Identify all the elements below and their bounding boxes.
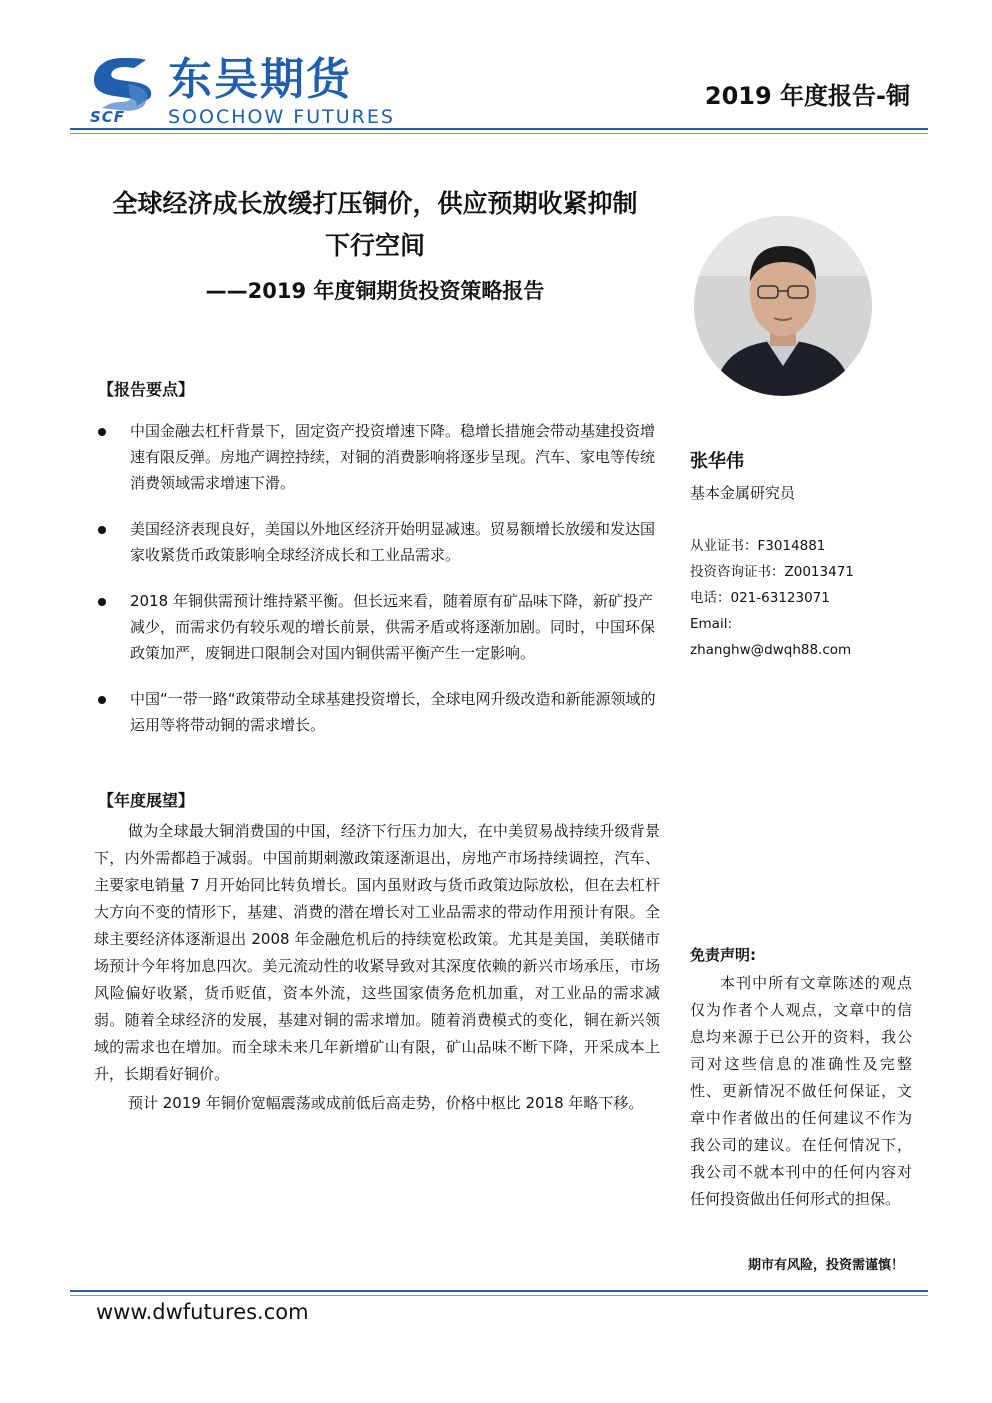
outlook-paragraph: 做为全球最大铜消费国的中国，经济下行压力加大，在中美贸易战持续升级背景下，内外需都趋于减弱。中国前期刺激政策逐渐退出，房地产市场持续调控，汽车、主要家电销量 7 月开始同比转负增长。国内虽财政与货币政策边际放松，但在去杠杆大方向不变的情形下，基建、消费的潜在增长对工业品需求的带动作用预计有限。全球主要经济体逐渐退出 2008 年金融危机后的持续宽松政策。尤其是美国，美联储市场预计今年将加息四次。美元流动性的收紧导致对其深度依赖的新兴市场承压，市场风险偏好收紧，货币贬值，资本外流，这些国家债务危机加重，对工业品的需求减弱。随着全球经济的发展，基建对铜的需求增加。随着消费模式的变化，铜在新兴领域的需求也在增加。而全球未来几年新增矿山有限，矿山品味不断下降，开采成本上升，长期看好铜价。	[94, 822, 660, 1083]
email-label: Email:	[690, 616, 733, 632]
bullet-icon	[98, 696, 106, 704]
author-portrait-image	[694, 216, 872, 396]
header-divider	[70, 128, 928, 130]
logo-abbreviation: SCF	[90, 108, 126, 126]
report-subtitle: ——2019 年度铜期货投资策略报告	[205, 279, 545, 303]
report-title-line-2: 下行空间	[324, 231, 425, 260]
email-address[interactable]: zhanghw@dwqh88.com	[690, 642, 852, 658]
author-name: 张华伟	[690, 451, 744, 472]
list-item	[96, 686, 660, 738]
footer-divider	[70, 1290, 928, 1292]
author-title: 基本金属研究员	[690, 484, 796, 502]
bullet-icon	[98, 526, 106, 534]
list-item	[96, 588, 660, 666]
disclaimer-body: 本刊中所有文章陈述的观点仅为作者个人观点，文章中的信息均来源于已公开的资料，我公司对这些信息的准确性及完整性、更新情况不做任何保证，文章中作者做出的任何建议不作为我公司的建议。在任何情况下，我公司不就本刊中的任何内容对任何投资做出任何形式的担保。	[690, 974, 912, 1208]
outlook-paragraph: 预计 2019 年铜价宽幅震荡或成前低后高走势，价格中枢比 2018 年略下移。	[128, 1094, 644, 1112]
license-number: 从业证书：F3014881	[690, 538, 826, 554]
list-item	[96, 418, 660, 496]
disclaimer-heading: 免责声明:	[690, 946, 756, 964]
key-point-text: 2018 年铜供需预计维持紧平衡。但长远来看，随着原有矿品味下降，新矿投产减少，而需求仍有较乐观的增长前景，供需矛盾或将逐渐加剧。同时，中国环保政策加严，废铜进口限制会对国内铜供需平衡产生一定影响。	[130, 592, 656, 662]
footer-divider-thin	[70, 1295, 928, 1296]
report-title-line-1: 全球经济成长放缓打压铜价，供应预期收紧抑制	[112, 189, 638, 218]
report-type: 2019 年度报告-铜	[704, 82, 910, 110]
logo-chinese-name: 东吴期货	[168, 54, 352, 105]
outlook-heading: 【年度展望】	[98, 791, 195, 810]
bullet-icon	[98, 428, 106, 436]
bullet-icon	[98, 598, 106, 606]
risk-warning: 期市有风险，投资需谨慎！	[747, 1258, 904, 1273]
list-item	[96, 516, 660, 568]
key-points-heading: 【报告要点】	[98, 380, 195, 399]
key-points-list	[96, 418, 660, 758]
author-photo	[694, 216, 872, 396]
company-logo	[88, 52, 408, 130]
key-point-text: 中国金融去杠杆背景下，固定资产投资增速下降。稳增长措施会带动基建投资增速有限反弹。房地产调控持续，对铜的消费影响将逐步呈现。汽车、家电等传统消费领域需求增速下滑。	[130, 422, 656, 492]
key-point-text: 美国经济表现良好，美国以外地区经济开始明显减速。贸易额增长放缓和发达国家收紧货币政策影响全球经济成长和工业品需求。	[130, 520, 656, 564]
outlook-body	[94, 818, 660, 1119]
logo-english-name: SOOCHOW FUTURES	[168, 106, 395, 128]
website-link[interactable]: www.dwfutures.com	[96, 1300, 309, 1324]
author-contact	[690, 533, 854, 663]
key-point-text: 中国“一带一路“政策带动全球基建投资增长，全球电网升级改造和新能源领域的运用等将带动铜的需求增长。	[130, 690, 656, 734]
phone-number: 电话：021-63123071	[690, 590, 830, 606]
advisory-license-number: 投资咨询证书：Z0013471	[690, 564, 854, 580]
header-divider-thin	[70, 133, 928, 134]
